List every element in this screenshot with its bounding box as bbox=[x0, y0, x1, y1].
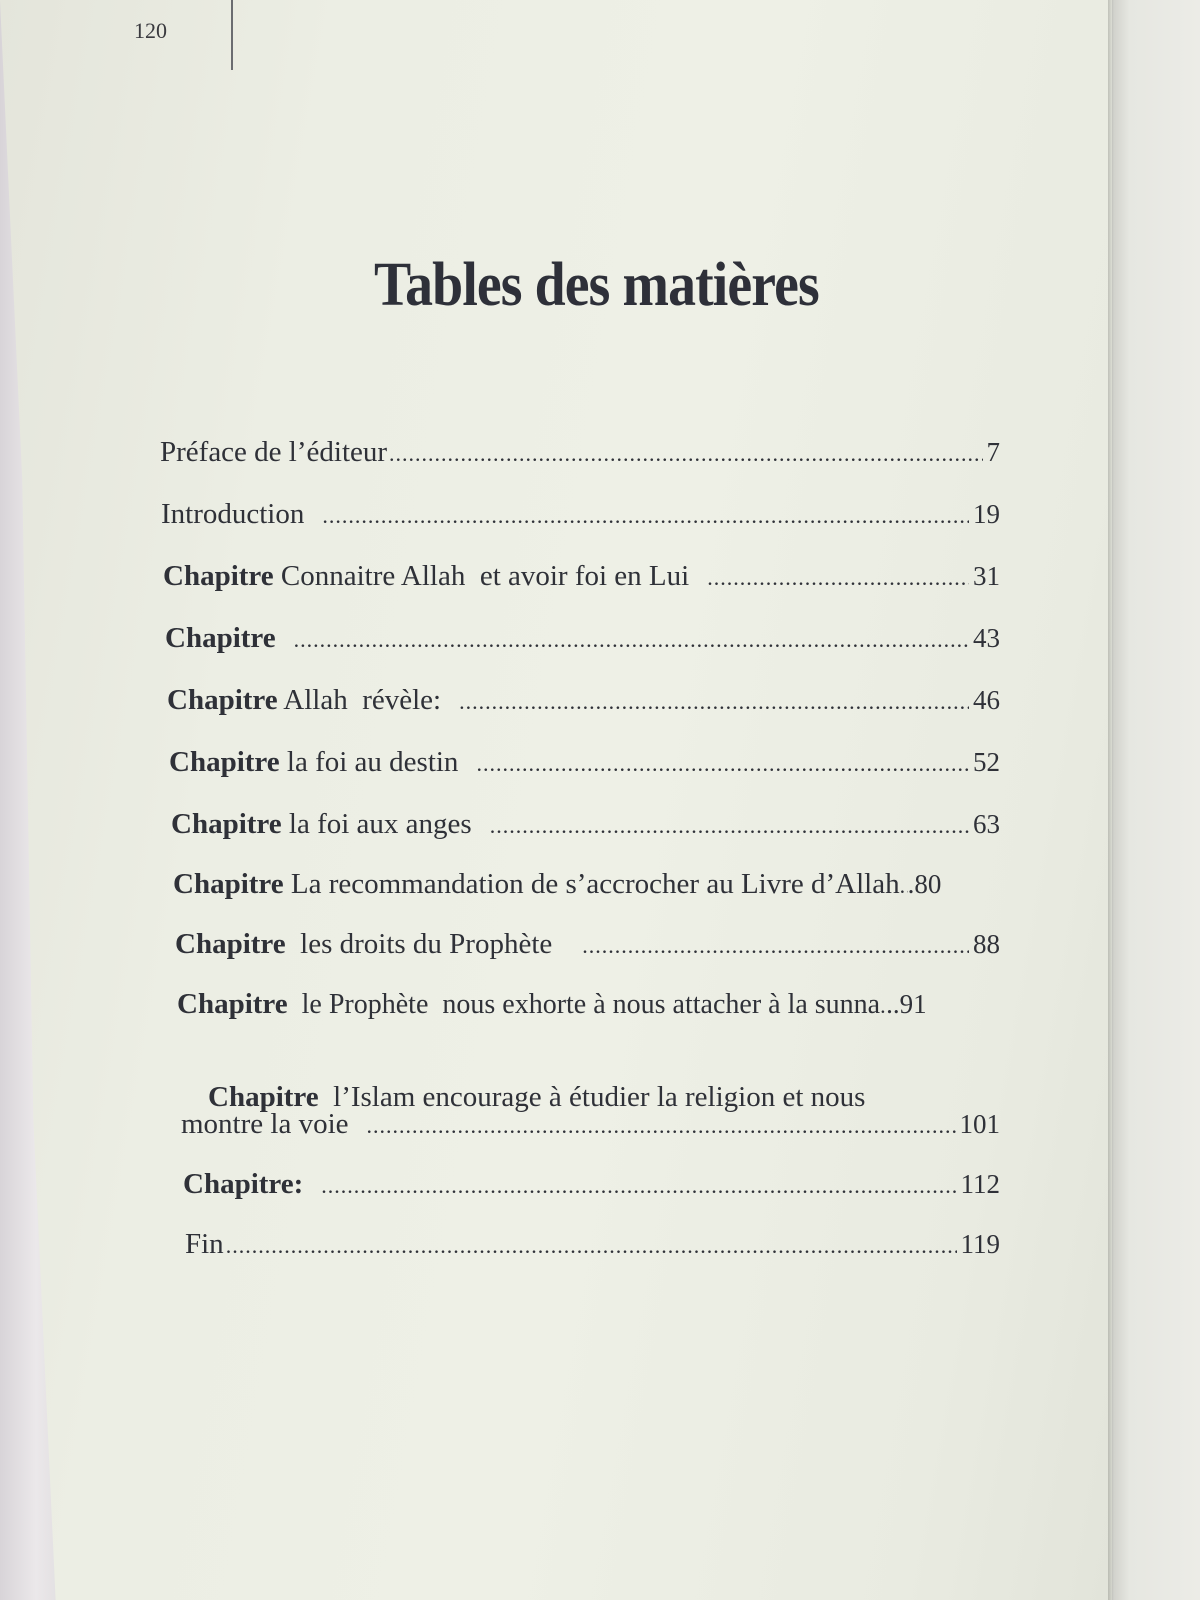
toc-entry-chapter-9-line-2 bbox=[181, 1108, 1000, 1148]
toc-entry-label-bold: Chapitre bbox=[175, 928, 286, 960]
toc-entry-chapter-3 bbox=[167, 684, 1000, 724]
dot-leader bbox=[321, 1173, 956, 1199]
toc-entry-page: 119 bbox=[960, 1229, 1000, 1259]
toc-entry-fin bbox=[185, 1228, 1000, 1268]
page-title-text: Tables des matières bbox=[373, 251, 819, 319]
toc-entry-chapter-5 bbox=[171, 808, 1000, 848]
toc-entry-page: 7 bbox=[986, 437, 1000, 467]
dot-leader bbox=[476, 751, 969, 777]
toc-entry-chapter-2 bbox=[165, 622, 1000, 662]
toc-entry-label-bold: Chapitre bbox=[208, 1081, 319, 1113]
toc-entry-preface bbox=[160, 436, 1000, 476]
toc-entry-label-bold: Chapitre: bbox=[183, 1168, 304, 1200]
dot-leader bbox=[459, 689, 969, 715]
toc-entry-label: le Prophète nous exhorte à nous attacher à la sunna bbox=[287, 989, 881, 1020]
dot-leader bbox=[226, 1233, 957, 1259]
toc-entry-label-bold: Chapitre bbox=[173, 868, 284, 900]
toc-entry-page: 63 bbox=[973, 809, 1000, 839]
toc-entry-label: Introduction bbox=[161, 498, 305, 530]
dot-leader bbox=[389, 441, 982, 467]
toc-entry-label: les droits du Prophète bbox=[285, 928, 553, 960]
toc-entry-label: l’Islam encourage à étudier la religion et nous bbox=[318, 1081, 866, 1113]
toc-entry-label: Préface de l’éditeur bbox=[160, 436, 388, 468]
toc-entry-label: Fin bbox=[185, 1228, 224, 1260]
toc-entry-label: Allah révèle: bbox=[277, 684, 442, 716]
toc-entry-label-bold: Chapitre bbox=[165, 622, 276, 654]
toc-entry-label-bold: Chapitre bbox=[167, 684, 278, 716]
toc-entry-page: 43 bbox=[973, 623, 1000, 653]
toc-entry-label: Connaitre Allah et avoir foi en Lui bbox=[273, 560, 690, 592]
toc-entry-page: 46 bbox=[973, 685, 1000, 715]
toc-entry-chapter-10 bbox=[183, 1168, 1000, 1208]
toc-entry-page: 31 bbox=[973, 561, 1000, 591]
dot-leader bbox=[900, 873, 908, 899]
toc-entry-label: la foi au destin bbox=[279, 746, 459, 778]
toc-entry-label-bold: Chapitre bbox=[169, 746, 280, 778]
toc-entry-chapter-1 bbox=[163, 560, 1000, 600]
toc-entry-label-bold: Chapitre bbox=[163, 560, 274, 592]
dot-leader bbox=[707, 565, 969, 591]
toc-entry-page: .80 bbox=[907, 869, 942, 899]
toc-entry-page: 112 bbox=[960, 1169, 1000, 1199]
dot-leader bbox=[490, 813, 969, 839]
toc-entry-introduction bbox=[161, 498, 1000, 538]
toc-entry-label-bold: Chapitre bbox=[171, 808, 282, 840]
dot-leader bbox=[367, 1113, 956, 1139]
toc-entry-chapter-7 bbox=[175, 928, 1000, 968]
toc-entry-chapter-6 bbox=[173, 868, 1000, 908]
toc-entry-chapter-8 bbox=[177, 988, 1000, 1028]
toc-entry-label: montre la voie bbox=[181, 1108, 349, 1140]
toc-entry-page: 19 bbox=[973, 499, 1000, 529]
toc-entry-chapter-4 bbox=[169, 746, 1000, 786]
page-number: 120 bbox=[134, 18, 167, 43]
toc-entry-label-bold: Chapitre bbox=[177, 988, 288, 1020]
dot-leader bbox=[294, 627, 969, 653]
dot-leader bbox=[322, 503, 969, 529]
toc-entry-page: ..91 bbox=[886, 989, 927, 1019]
toc-entry-label: La recommandation de s’accrocher au Livre d’Allah bbox=[283, 868, 900, 900]
toc-entry-page: 101 bbox=[959, 1109, 1000, 1139]
toc-entry-page: 52 bbox=[973, 747, 1000, 777]
toc-entry-page: 88 bbox=[973, 929, 1000, 959]
dot-leader bbox=[582, 933, 969, 959]
toc-entry-label: la foi aux anges bbox=[281, 808, 472, 840]
